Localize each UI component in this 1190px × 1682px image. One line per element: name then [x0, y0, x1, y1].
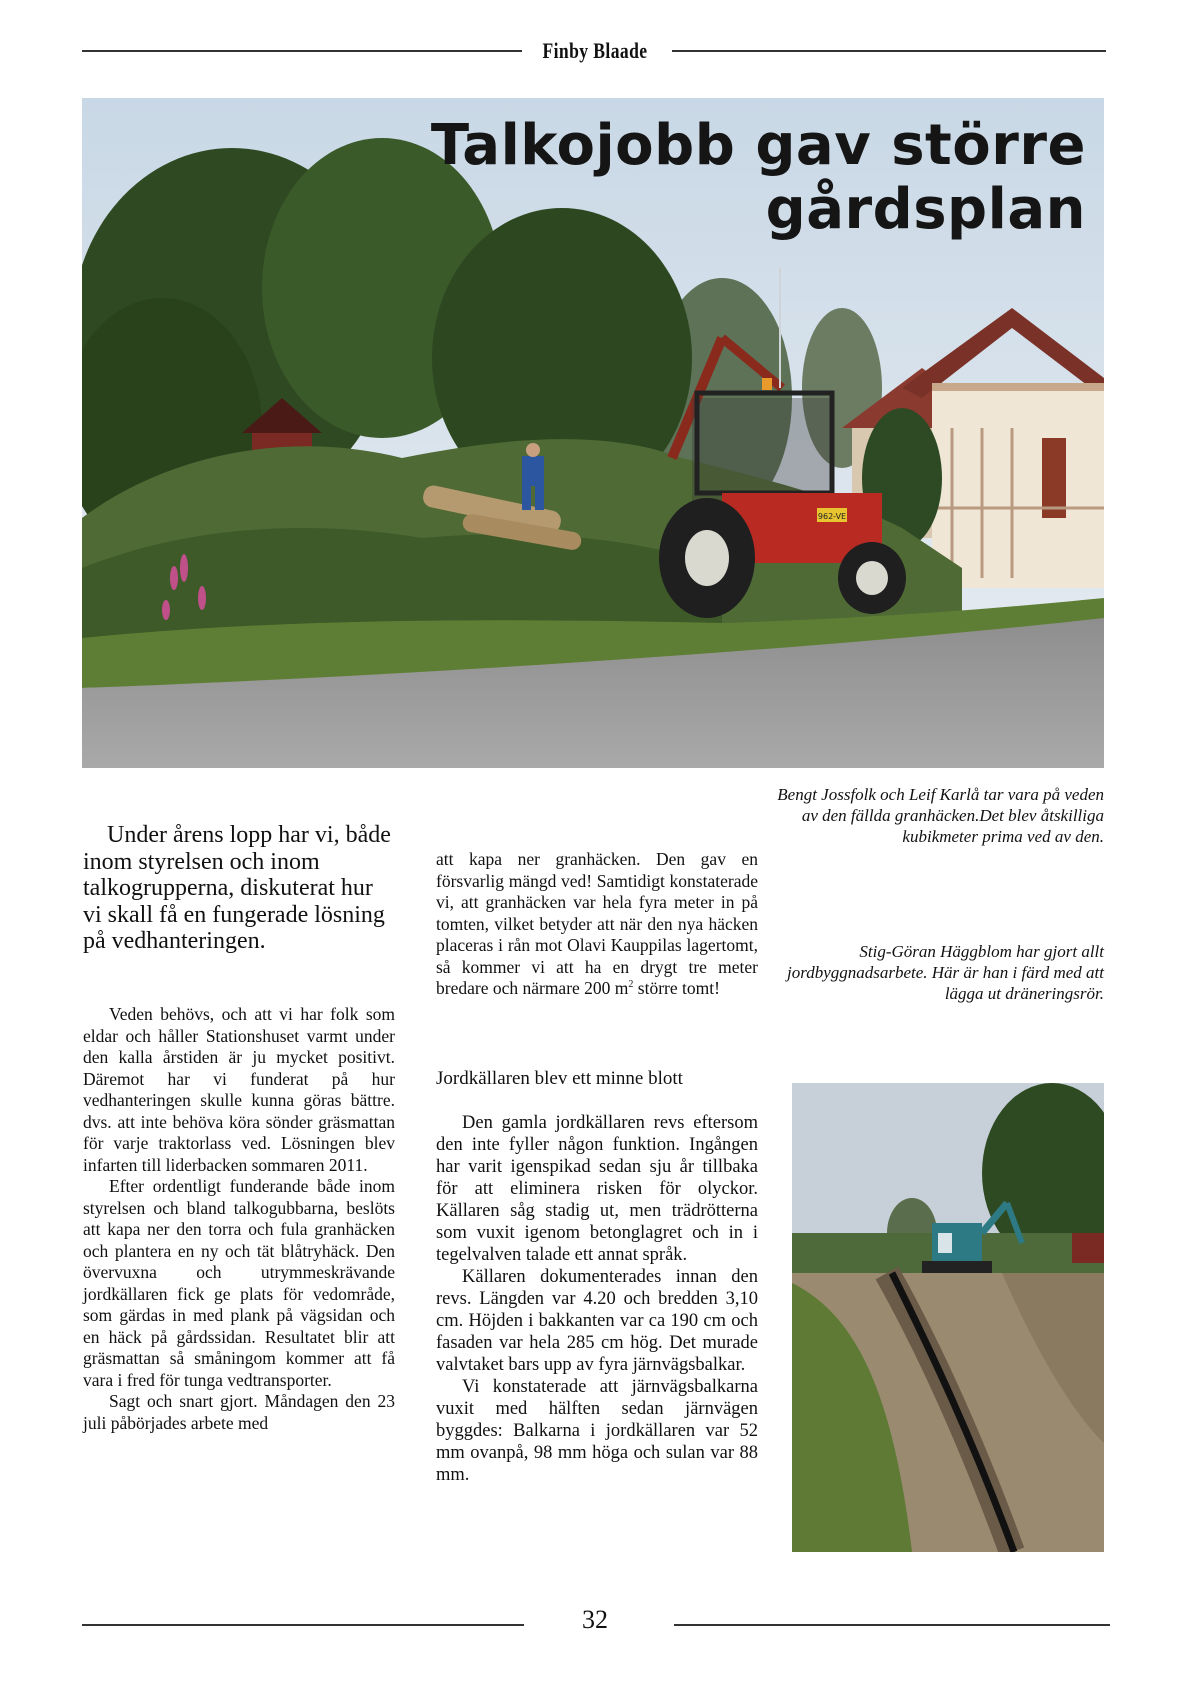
article-column-2: [436, 849, 758, 1000]
headline-line-1: Talkojobb gav större: [430, 113, 1086, 178]
col2-intro: att kapa ner granhäcken. Den gav en försvarlig mängd ved! Samtidigt konstaterade vi, att granhäcken var hela fyra meter in på tomten, vilket betyder att när den nya häcken placeras i rån mot Olavi Kauppilas lagertomt, så kommer vi att ha en drygt tre meter bredare och närmare 200 m: [436, 849, 758, 998]
article-column-1: [83, 1004, 395, 1434]
footer-rule-right: [674, 1624, 1110, 1626]
body-paragraph: [436, 849, 758, 1000]
publication-name: Finby Blaade: [542, 38, 648, 63]
subheading: Jordkällaren blev ett minne blott: [436, 1068, 683, 1089]
superscript: 2: [628, 979, 634, 991]
main-photo-tractor: [82, 98, 1104, 768]
body-paragraph: Den gamla jordkällaren revs eftersom den inte fyller någon funktion. Ingången har varit igenspikad sedan sju år tillbaka för att eliminera risken för olyckor. Källaren såg stadig ut, men trädrötterna som vuxit igenom betonglagret och in i tegelvalven talade ett annat språk.: [436, 1113, 758, 1265]
body-paragraph: Vi konstaterade att järnvägsbalkarna vuxit med hälften sedan järnvägen byggdes: Balkarna i jordkällaren var 52 mm ovanpå, 98 mm höga och sulan var 88 mm.: [436, 1377, 758, 1485]
photo-drainage-pipe: [792, 1083, 1104, 1552]
body-paragraph: Efter ordentligt funderande både inom styrelsen och bland talkogubbarna, beslöts att kapa ner den torra och fula granhäcken och plantera en ny och tät blåtryhäck. Den övervuxna och utrymmeskrävande jordkällaren fick ge plats för vedområde, som gärdas in med plank på vägsidan och en häck på gårdssidan. Resultatet blir att gräsmattan så småningom kommer att få vara i fred för tunga vedtransporter.: [83, 1176, 395, 1390]
photo-caption-1: Bengt Jossfolk och Leif Karlå tar vara på veden av den fällda granhäcken.Det blev åtskilliga kubikmeter prima ved av den.: [777, 785, 1104, 846]
headline: [431, 114, 1086, 242]
body-paragraph: Källaren dokumenterades innan den revs. Längden var 4.20 och bredden 3,10 cm. Höjden i bakkanten var ca 190 cm och fasaden var hela 285 cm hög. Det murade valvtaket bars upp av fyra järnvägsbalkar.: [436, 1267, 758, 1375]
article-column-2-section: [436, 1112, 758, 1486]
col2-intro-end: större tomt!: [633, 978, 720, 998]
article-lead: [83, 822, 395, 955]
page-number: 32: [582, 1605, 608, 1634]
headline-line-2: gårdsplan: [765, 177, 1086, 242]
drainage-photo-illustration: [792, 1083, 1104, 1552]
lead-text: Under årens lopp har vi, både inom styrelsen och inom talkogrupperna, diskuterat hur vi skall få en fungerade lösning på vedhanteringen.: [83, 822, 391, 954]
tractor-plate-text: 962-VE: [817, 512, 847, 521]
header-rule-right: [672, 50, 1106, 52]
photo-caption-2: Stig-Göran Häggblom har gjort allt jordbyggnadsarbete. Här är han i färd med att lägga ut dräneringsrör.: [786, 942, 1104, 1003]
body-paragraph: Veden behövs, och att vi har folk som eldar och håller Stationshuset varmt under den kalla årstiden är ju mycket positivt. Däremot har vi funderat på hur vedhanteringen skulle kunna göras bättre. dvs. att inte behöva köra sönder gräsmattan för varje traktorlass ved. Lösningen blev infarten till liderbacken sommaren 2011.: [83, 1004, 395, 1175]
body-paragraph: Sagt och snart gjort. Måndagen den 23 juli påbörjades arbete med: [83, 1391, 395, 1433]
